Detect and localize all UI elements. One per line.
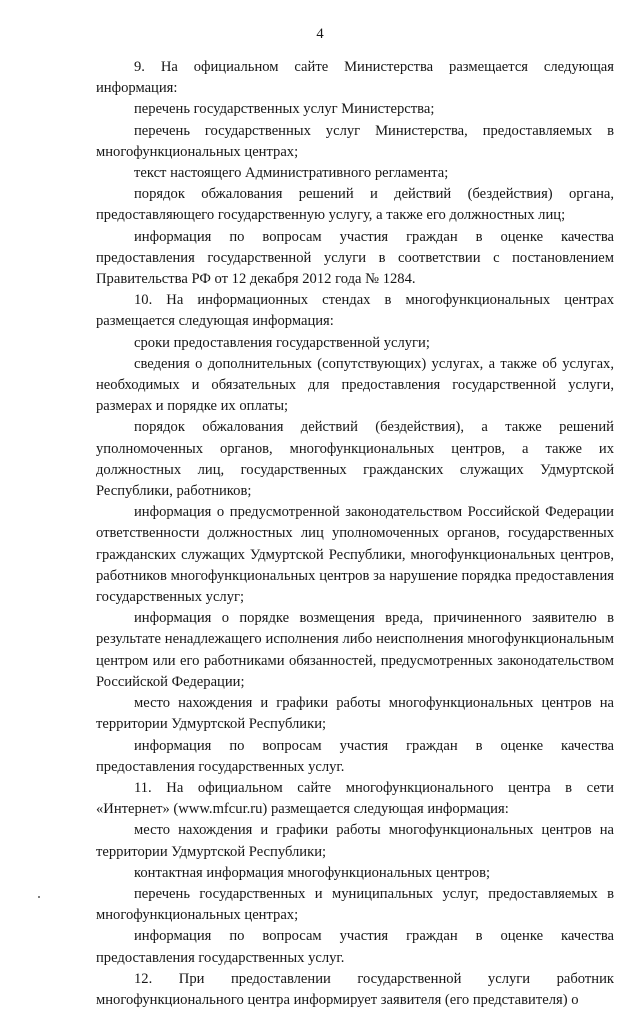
list-item: перечень государственных и муниципальных услуг, предоставляемых в многофункциональных центрах; [96, 885, 614, 924]
scan-speck [38, 896, 40, 898]
list-item: информация по вопросам участия граждан в оценке качества предоставления государственных услуг. [96, 928, 614, 966]
list-item: текст настоящего Административного регламента; [134, 165, 449, 182]
list-item: перечень государственных услуг Министерства; [134, 101, 435, 118]
paragraph-11-intro: 11. На официальном сайте многофункционального центра в сети «Интернет» (www.mfcur.ru) размещается следующая информация: [96, 779, 614, 818]
paragraph-9-intro: 9. На официальном сайте Министерства размещается следующая информация: [96, 59, 614, 97]
list-item: сроки предоставления государственной услуги; [134, 334, 430, 351]
list-item: информация о предусмотренной законодательством Российской Федерации ответственности должностных лиц уполномоченных органов, государственных гражданских служащих Удмуртской Республики, многофункциональных центров, работников многофункциональных центров за нарушение порядка предоставления государственных услуг; [96, 504, 614, 606]
list-item: информация о порядке возмещения вреда, причиненного заявителю в результате ненадлежащего исполнения либо неисполнения многофункциональным центром или его работниками обязанностей, предусмотренных законодательством Российской Федерации; [96, 610, 614, 690]
list-item: перечень государственных услуг Министерства, предоставляемых в многофункциональных центрах; [96, 122, 614, 160]
page-number: 4 [316, 26, 324, 42]
list-item: сведения о дополнительных (сопутствующих) услугах, а также об услугах, необходимых и обязательных для предоставления государственной услуги, размерах и порядке их оплаты; [96, 355, 614, 415]
list-item: информация по вопросам участия граждан в оценке качества предоставления государственной услуги в соответствии с постановлением Правительства РФ от 12 декабря 2012 года № 1284. [96, 228, 614, 288]
document-body [96, 57, 614, 1011]
list-item: порядок обжалования решений и действий (бездействия) органа, предоставляющего государственную услугу, а также его должностных лиц; [96, 186, 614, 224]
paragraph-12-intro: 12. При предоставлении государственной услуги работник многофункционального центра информирует заявителя (его представителя) о [96, 970, 614, 1008]
list-item: порядок обжалования действий (бездействия), а также решений уполномоченных органов, многофункциональных центров, а также их должностных лиц, государственных гражданских служащих Удмуртской Республики, работников; [96, 419, 614, 500]
list-item: информация по вопросам участия граждан в оценке качества предоставления государственных услуг. [96, 737, 614, 775]
list-item: место нахождения и графики работы многофункциональных центров на территории Удмуртской Республики; [96, 822, 614, 860]
list-item: контактная информация многофункциональных центров; [134, 864, 491, 881]
list-item: место нахождения и графики работы многофункциональных центров на территории Удмуртской Республики; [96, 695, 614, 733]
paragraph-10-intro: 10. На информационных стендах в многофункциональных центрах размещается следующая информация: [96, 292, 614, 330]
